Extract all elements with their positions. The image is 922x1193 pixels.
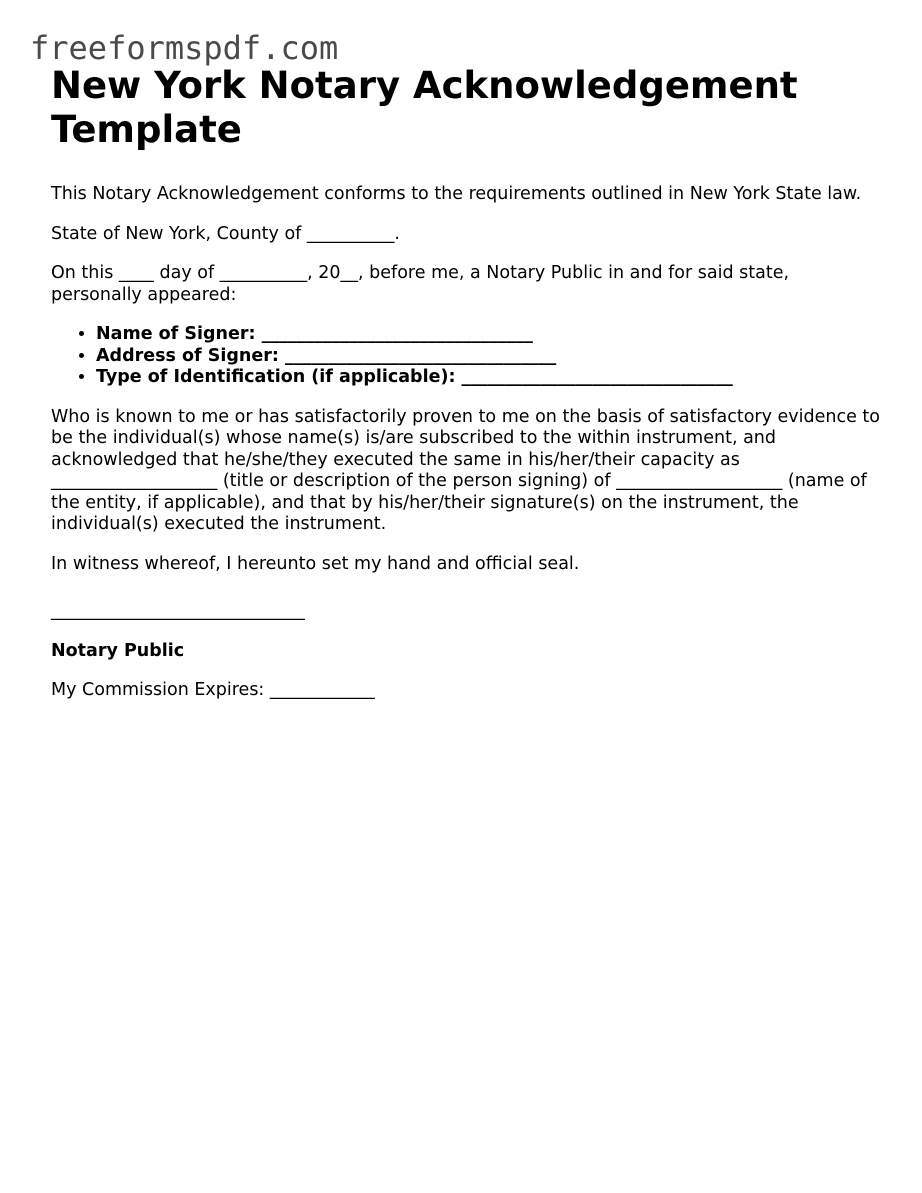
list-item	[96, 346, 881, 368]
field-label: Name of Signer:	[96, 324, 256, 344]
commission-expires-line: My Commission Expires: ____________	[51, 680, 375, 700]
field-blank: _______________________________	[261, 324, 533, 344]
field-label: Address of Signer:	[96, 345, 279, 366]
field-blank: _______________________________	[284, 345, 557, 366]
field-label: Type of Identification (if applicable):	[96, 367, 456, 387]
list-item	[96, 324, 881, 346]
appearance-paragraph: On this ____ day of __________, 20__, before me, a Notary Public in and for said state, personally appeared:	[51, 263, 790, 305]
signer-fields-list	[51, 324, 881, 389]
witness-line: In witness whereof, I hereunto set my hand and official seal.	[51, 553, 580, 574]
acknowledgement-paragraph: Who is known to me or has satisfactorily proven to me on the basis of satisfactory evidence to be the individual(s) whose name(s) is/are subscribed to the within instrument, and acknowledged that he/she/they executed the same in his/her/their capacity as ___________________ (title or description of the person signing) of ___________________ (name of the entity, if applicable), and that by his/her/their signature(s) on the instrument, the individual(s) executed the instrument.	[51, 406, 880, 534]
field-blank: _______________________________	[461, 367, 733, 387]
document-title: New York Notary Acknowledgement Template	[51, 64, 798, 151]
signature-line: _____________________________	[51, 601, 305, 621]
watermark: freeformspdf.com	[30, 29, 339, 67]
intro-paragraph: This Notary Acknowledgement conforms to the requirements outlined in New York State law.	[51, 184, 862, 204]
document-body	[51, 64, 881, 720]
list-item	[96, 367, 881, 389]
notary-public-label: Notary Public	[51, 640, 185, 661]
state-county-line: State of New York, County of __________.	[51, 223, 400, 244]
